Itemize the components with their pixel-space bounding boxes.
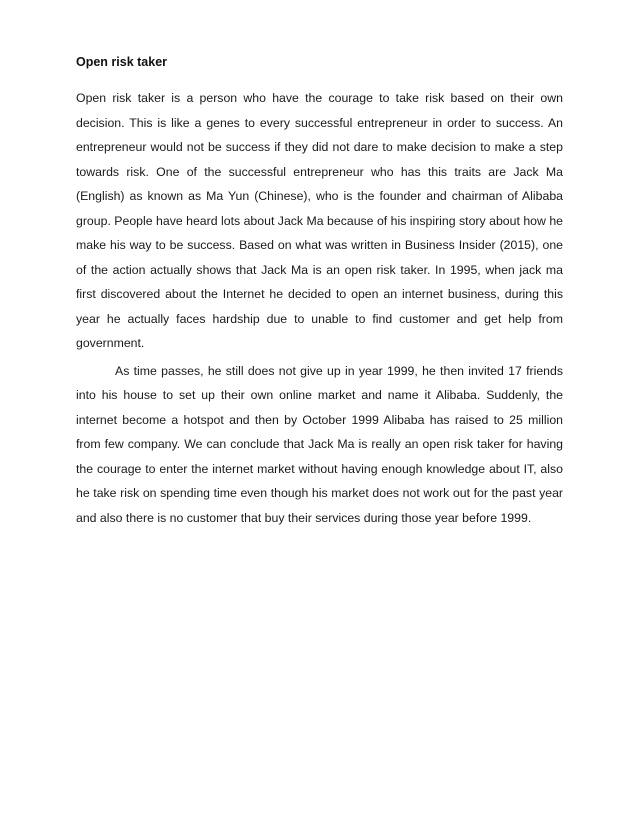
paragraph-1: Open risk taker is a person who have the courage to take risk based on their own decision. This is like a genes to every successful entrepreneur in order to success. An entrepreneur would not be success if they did not dare to make decision to make a step towards risk. One of the successful entrepreneur who has this traits are Jack Ma (English) as known as Ma Yun (Chinese), who is the founder and chairman of Alibaba group. People have heard lots about Jack Ma because of his inspiring story about how he make his way to be success. Based on what was written in Business Insider (2015), one of the action actually shows that Jack Ma is an open risk taker. In 1995, when jack ma first discovered about the Internet he decided to open an internet business, during this year he actually faces hardship due to unable to find customer and get help from government.	[76, 91, 563, 350]
document-body	[76, 54, 563, 530]
paragraph-2: As time passes, he still does not give up in year 1999, he then invited 17 friends into his house to set up their own online market and name it Alibaba. Suddenly, the internet become a hotspot and then by October 1999 Alibaba has raised to 25 million from few company. We can conclude that Jack Ma is really an open risk taker for having the courage to enter the internet market without having enough knowledge about IT, also he take risk on spending time even though his market does not work out for the past year and also there is no customer that buy their services during those year before 1999.	[76, 363, 563, 525]
section-heading: Open risk taker	[76, 55, 168, 69]
